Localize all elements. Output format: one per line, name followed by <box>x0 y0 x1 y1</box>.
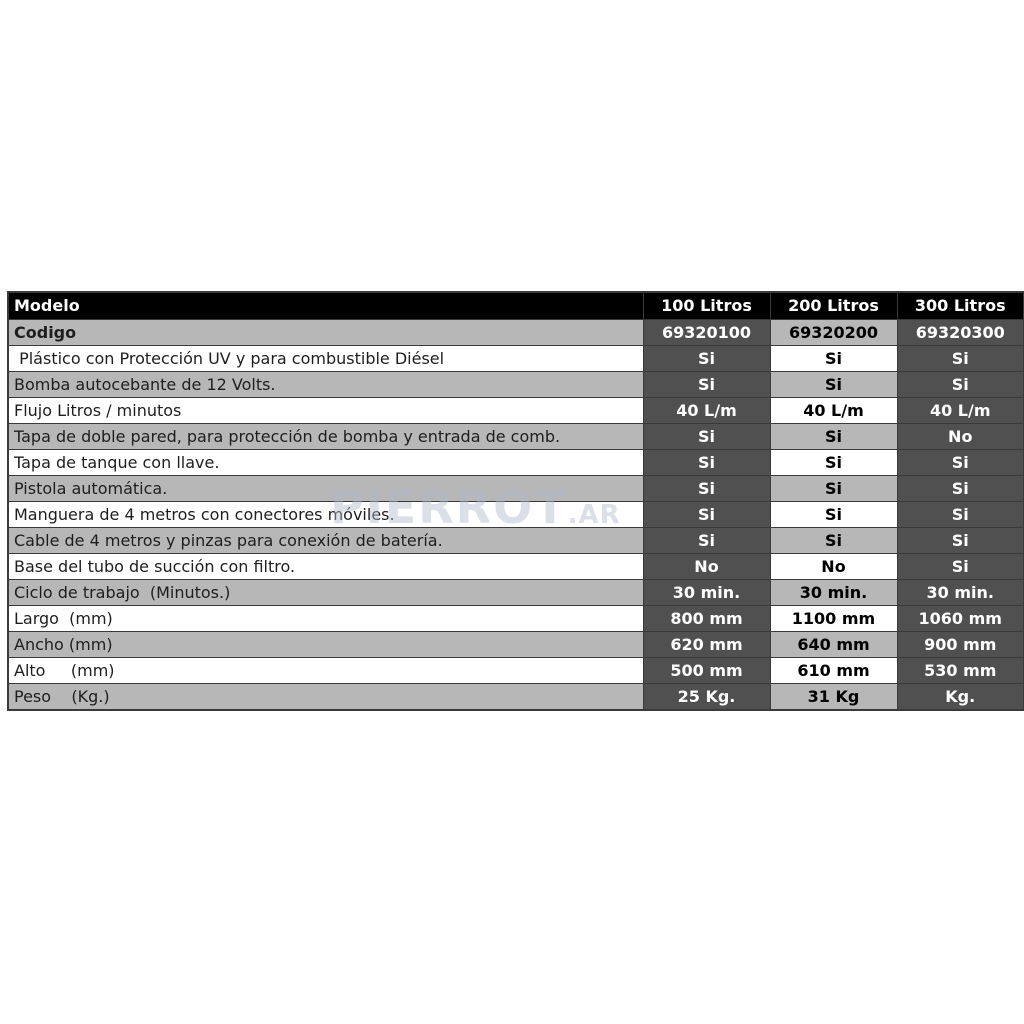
table-row <box>8 632 1024 658</box>
cell-200: Si <box>770 476 897 502</box>
header-col-100: 100 Litros <box>643 292 770 320</box>
cell-200: 69320200 <box>770 320 897 346</box>
cell-100: 800 mm <box>643 606 770 632</box>
cell-300: Si <box>897 372 1024 398</box>
cell-300: Si <box>897 502 1024 528</box>
cell-200: Si <box>770 502 897 528</box>
cell-100: Si <box>643 372 770 398</box>
cell-100: 40 L/m <box>643 398 770 424</box>
watermark-text: PIERROT <box>330 480 568 534</box>
table-row-codigo <box>8 320 1024 346</box>
table-row <box>8 502 1024 528</box>
table-row <box>8 528 1024 554</box>
row-label: Cable de 4 metros y pinzas para conexión de batería. <box>8 528 643 554</box>
table-row <box>8 580 1024 606</box>
cell-200: 30 min. <box>770 580 897 606</box>
row-label: Largo (mm) <box>8 606 643 632</box>
cell-200: 40 L/m <box>770 398 897 424</box>
table-row <box>8 424 1024 450</box>
table-row <box>8 346 1024 372</box>
row-label: Ciclo de trabajo (Minutos.) <box>8 580 643 606</box>
cell-300: Si <box>897 450 1024 476</box>
cell-300: Si <box>897 528 1024 554</box>
cell-200: 610 mm <box>770 658 897 684</box>
cell-200: 1100 mm <box>770 606 897 632</box>
cell-300: Si <box>897 476 1024 502</box>
cell-100: 30 min. <box>643 580 770 606</box>
cell-200: 640 mm <box>770 632 897 658</box>
table-row <box>8 476 1024 502</box>
cell-300: 530 mm <box>897 658 1024 684</box>
cell-200: Si <box>770 346 897 372</box>
cell-300: No <box>897 424 1024 450</box>
table-row <box>8 606 1024 632</box>
cell-200: Si <box>770 424 897 450</box>
cell-300: Si <box>897 554 1024 580</box>
row-label: Codigo <box>8 320 643 346</box>
cell-300: 900 mm <box>897 632 1024 658</box>
cell-100: Si <box>643 476 770 502</box>
row-label: Base del tubo de succión con filtro. <box>8 554 643 580</box>
table-row <box>8 684 1024 711</box>
table-row <box>8 372 1024 398</box>
header-label: Modelo <box>8 292 643 320</box>
header-row <box>8 292 1024 320</box>
row-label: Manguera de 4 metros con conectores móviles. <box>8 502 643 528</box>
table-row <box>8 554 1024 580</box>
cell-300: 1060 mm <box>897 606 1024 632</box>
cell-300: 30 min. <box>897 580 1024 606</box>
row-label: Pistola automática. <box>8 476 643 502</box>
row-label: Bomba autocebante de 12 Volts. <box>8 372 643 398</box>
cell-200: 31 Kg <box>770 684 897 711</box>
table-row <box>8 398 1024 424</box>
cell-100: No <box>643 554 770 580</box>
table-row <box>8 658 1024 684</box>
cell-100: Si <box>643 424 770 450</box>
cell-100: Si <box>643 502 770 528</box>
table-row <box>8 450 1024 476</box>
cell-100: Si <box>643 528 770 554</box>
row-label: Tapa de doble pared, para protección de bomba y entrada de comb. <box>8 424 643 450</box>
spec-table <box>7 291 1024 711</box>
row-label: Tapa de tanque con llave. <box>8 450 643 476</box>
cell-300: 40 L/m <box>897 398 1024 424</box>
row-label: Alto (mm) <box>8 658 643 684</box>
row-label: Flujo Litros / minutos <box>8 398 643 424</box>
header-col-300: 300 Litros <box>897 292 1024 320</box>
row-label: Peso (Kg.) <box>8 684 643 711</box>
cell-300: Kg. <box>897 684 1024 711</box>
cell-300: 69320300 <box>897 320 1024 346</box>
row-label: Plástico con Protección UV y para combustible Diésel <box>8 346 643 372</box>
watermark-suffix: .AR <box>567 500 621 530</box>
cell-200: Si <box>770 528 897 554</box>
cell-100: 620 mm <box>643 632 770 658</box>
cell-100: Si <box>643 346 770 372</box>
cell-200: Si <box>770 450 897 476</box>
cell-100: Si <box>643 450 770 476</box>
row-label: Ancho (mm) <box>8 632 643 658</box>
header-col-200: 200 Litros <box>770 292 897 320</box>
cell-300: Si <box>897 346 1024 372</box>
cell-200: Si <box>770 372 897 398</box>
cell-100: 69320100 <box>643 320 770 346</box>
cell-200: No <box>770 554 897 580</box>
cell-100: 500 mm <box>643 658 770 684</box>
cell-100: 25 Kg. <box>643 684 770 711</box>
